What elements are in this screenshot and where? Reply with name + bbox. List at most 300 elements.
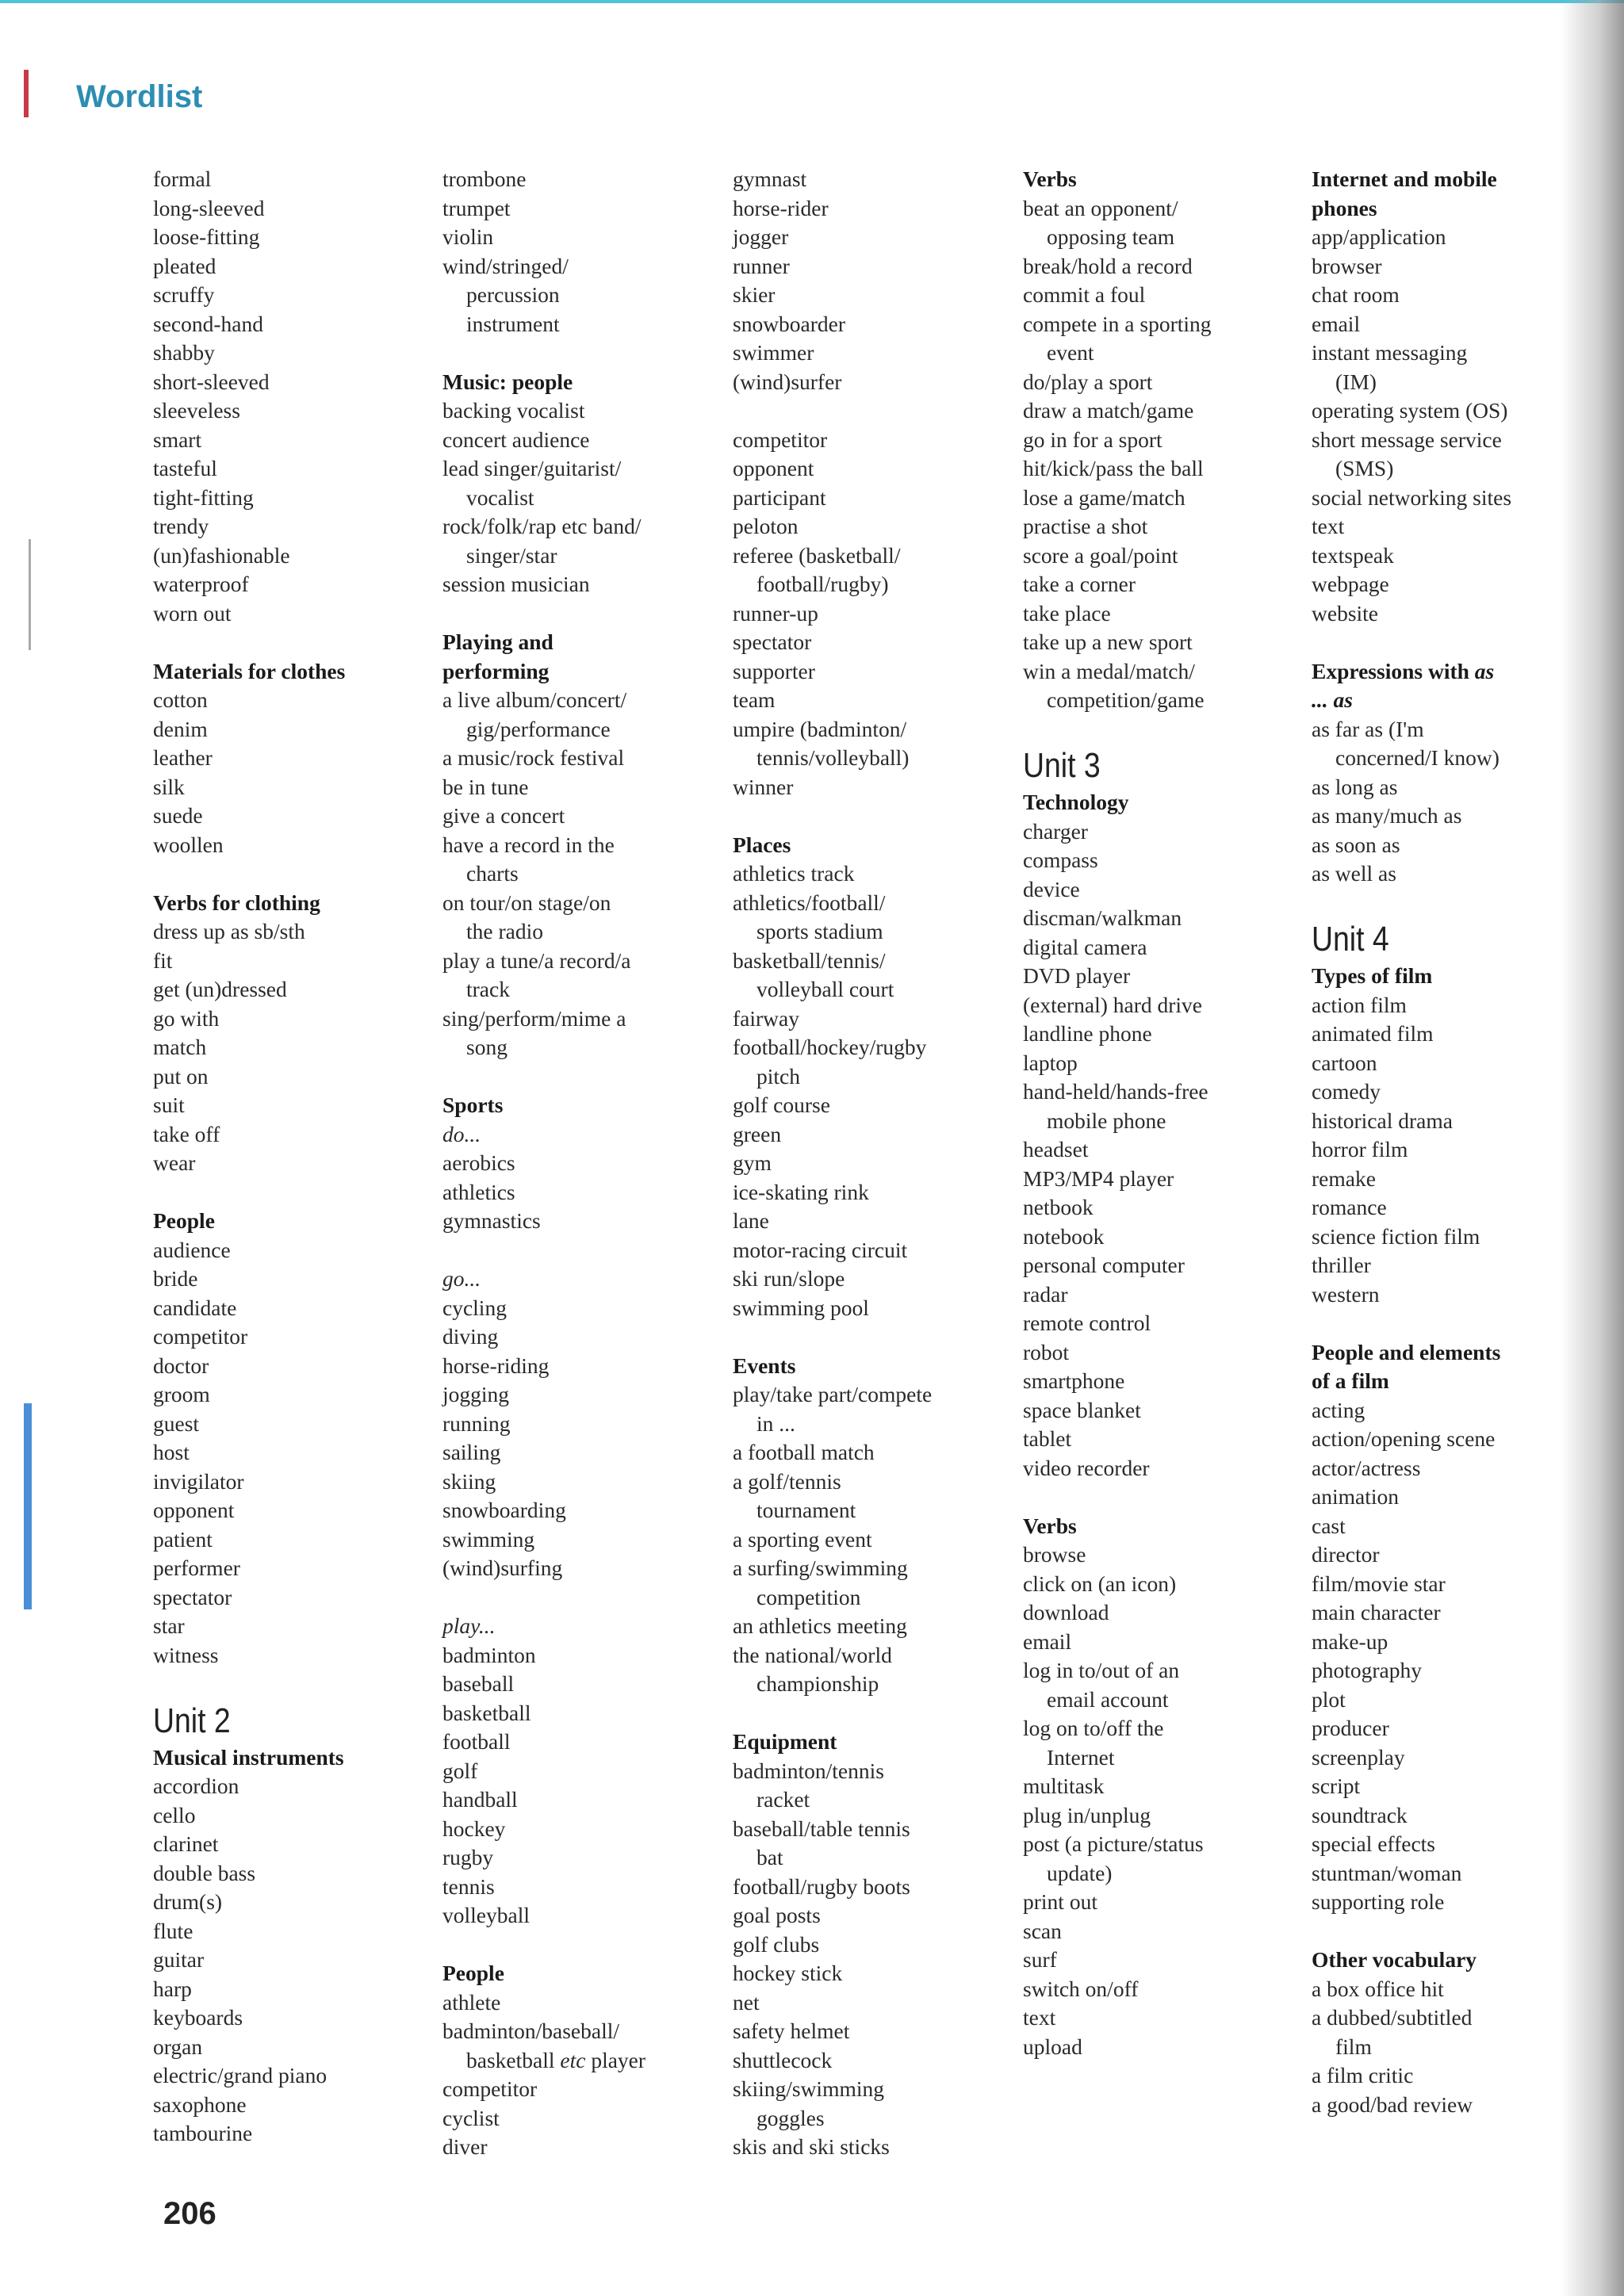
word: spectator: [733, 629, 812, 654]
word: western: [1312, 1281, 1380, 1307]
word: as well as: [1312, 861, 1396, 886]
section-heading: of a film: [1312, 1368, 1389, 1393]
word-continuation: track: [466, 977, 510, 1001]
word-continuation: vocalist: [466, 484, 534, 510]
word: a dubbed/subtitled: [1312, 2005, 1473, 2030]
entry-list: [442, 686, 712, 1062]
word: actor/actress: [1312, 1455, 1421, 1480]
word: baseball: [442, 1671, 515, 1696]
section-heading: Sports: [442, 1093, 504, 1117]
word: harp: [153, 1976, 192, 2001]
word: short-sleeved: [153, 369, 270, 394]
word: golf course: [733, 1093, 830, 1117]
word: competitor: [733, 427, 828, 452]
word: fit: [153, 947, 173, 973]
word: go in for a sport: [1023, 427, 1162, 452]
section-heading: People: [153, 1208, 215, 1233]
word: leather: [153, 745, 213, 770]
word: special effects: [1312, 1831, 1436, 1856]
word: compete in a sporting: [1023, 311, 1212, 336]
wordlist-section: [1312, 1946, 1565, 2119]
word: candidate: [153, 1295, 237, 1320]
word: on tour/on stage/on: [442, 890, 611, 915]
word: badminton/baseball/: [442, 2019, 620, 2043]
word: as far as (I'm: [1312, 716, 1424, 741]
word: green: [733, 1121, 782, 1146]
word-continuation: singer/star: [466, 542, 557, 568]
word: notebook: [1023, 1223, 1105, 1249]
word-continuation: championship: [756, 1671, 879, 1696]
section-heading: People and elements: [1312, 1339, 1501, 1364]
word: handball: [442, 1787, 518, 1812]
word: match: [153, 1035, 207, 1059]
word: umpire (badminton/: [733, 716, 907, 741]
margin-mark: [24, 70, 29, 117]
word-continuation: concerned/I know): [1335, 745, 1500, 770]
word: participant: [733, 484, 826, 510]
word: textspeak: [1312, 542, 1394, 568]
word: as soon as: [1312, 832, 1400, 857]
wordlist-section: [733, 165, 1002, 396]
word: cartoon: [1312, 1050, 1377, 1075]
wordlist-section: [442, 165, 712, 339]
word: laptop: [1023, 1050, 1078, 1075]
word: netbook: [1023, 1195, 1094, 1219]
word: a box office hit: [1312, 1976, 1444, 2001]
word: athletics: [442, 1179, 515, 1204]
word: tablet: [1023, 1426, 1072, 1451]
word: action film: [1312, 992, 1407, 1017]
word-continuation: pitch: [756, 1063, 800, 1089]
word: MP3/MP4 player: [1023, 1165, 1174, 1191]
word: doctor: [153, 1353, 209, 1378]
word-continuation: [442, 2046, 712, 2076]
word: concert audience: [442, 427, 590, 452]
word: have a record in the: [442, 832, 615, 857]
word-continuation: email account: [1047, 1686, 1169, 1712]
word: rock/folk/rap etc band/: [442, 514, 642, 538]
word: badminton/tennis: [733, 1758, 884, 1783]
word: DVD player: [1023, 963, 1131, 988]
word: host: [153, 1440, 190, 1464]
word: robot: [1023, 1339, 1070, 1364]
page-edge-shadow: [1561, 0, 1624, 2296]
word: keyboards: [153, 2005, 243, 2030]
word-continuation: the radio: [466, 919, 543, 943]
word: competitor: [442, 2076, 538, 2101]
word: main character: [1312, 1600, 1441, 1624]
word: upload: [1023, 2034, 1082, 2059]
word: animated film: [1312, 1021, 1434, 1046]
wordlist-section: [733, 831, 1002, 1323]
word: (external) hard drive: [1023, 992, 1202, 1017]
word: runner-up: [733, 600, 818, 626]
word: print out: [1023, 1889, 1097, 1914]
word: practise a shot: [1023, 514, 1148, 538]
word: text: [1312, 514, 1345, 538]
word: make-up: [1312, 1628, 1388, 1654]
entry-list: [733, 1380, 1002, 1699]
word: romance: [1312, 1195, 1387, 1219]
word: remote control: [1023, 1311, 1151, 1335]
wordlist-section: [1023, 165, 1293, 715]
word: a good/bad review: [1312, 2091, 1473, 2117]
word: a surfing/swimming: [733, 1556, 908, 1580]
word-continuation: competition: [756, 1584, 861, 1609]
section-heading: Other vocabulary: [1312, 1947, 1477, 1972]
subheading: do...: [442, 1121, 481, 1146]
word: beat an opponent/: [1023, 195, 1178, 220]
word: chat room: [1312, 282, 1400, 307]
word: do/play a sport: [1023, 369, 1153, 394]
word: script: [1312, 1774, 1361, 1798]
word: skiing: [442, 1468, 496, 1494]
word: athletics/football/: [733, 890, 886, 915]
entry-list: [1312, 223, 1565, 628]
word: radar: [1023, 1281, 1068, 1307]
word: shuttlecock: [733, 2047, 833, 2072]
word: cast: [1312, 1513, 1346, 1538]
word: post (a picture/status: [1023, 1831, 1204, 1856]
section-heading: Internet and mobile: [1312, 166, 1497, 191]
word: diver: [442, 2134, 488, 2159]
word-continuation: bat: [756, 1845, 783, 1869]
word: horse-rider: [733, 195, 829, 220]
word-continuation: song: [466, 1035, 508, 1059]
wordlist-section: [733, 1728, 1002, 2162]
top-rule: [0, 0, 1624, 3]
word: a sporting event: [733, 1526, 872, 1552]
word: diving: [442, 1324, 499, 1349]
word: plot: [1312, 1686, 1346, 1712]
word: app/application: [1312, 224, 1446, 249]
wordlist-column-5: [1312, 165, 1565, 2119]
word-continuation: in ...: [756, 1410, 795, 1436]
entry-list: [733, 859, 1002, 1322]
word-continuation: competition/game: [1047, 687, 1205, 712]
word: surf: [1023, 1947, 1057, 1972]
word: bride: [153, 1266, 198, 1291]
word: take a corner: [1023, 572, 1136, 596]
word: waterproof: [153, 572, 249, 596]
wordlist-section: [442, 368, 712, 599]
word: personal computer: [1023, 1253, 1185, 1277]
word-part: player: [585, 2047, 646, 2072]
word: website: [1312, 600, 1379, 626]
word: take off: [153, 1121, 220, 1146]
word-continuation: sports stadium: [756, 919, 883, 943]
unit-heading: Unit 2: [153, 1701, 231, 1740]
word-continuation: racket: [756, 1787, 810, 1812]
word-continuation: event: [1047, 340, 1094, 365]
wordlist-section: [153, 889, 423, 1178]
word-continuation: football/rugby): [756, 572, 889, 596]
word-continuation: opposing team: [1047, 224, 1175, 249]
section-heading: phones: [1312, 195, 1377, 220]
wordlist-section: [1312, 917, 1565, 1309]
word: hit/kick/pass the ball: [1023, 456, 1204, 480]
word: snowboarder: [733, 311, 846, 336]
word: witness: [153, 1642, 219, 1667]
word: photography: [1312, 1658, 1423, 1682]
word: headset: [1023, 1137, 1089, 1161]
word: snowboarding: [442, 1498, 566, 1522]
word: organ: [153, 2034, 203, 2059]
wordlist-column-1: [153, 165, 423, 2149]
section-heading: ... as: [1312, 687, 1353, 712]
word: loose-fitting: [153, 224, 260, 249]
section-heading: Places: [733, 832, 791, 857]
section-heading: Musical instruments: [153, 1744, 344, 1770]
word: aerobics: [442, 1150, 515, 1175]
word: trendy: [153, 514, 209, 538]
word: competitor: [153, 1324, 248, 1349]
word: download: [1023, 1600, 1109, 1624]
word: gym: [733, 1150, 772, 1175]
word: multitask: [1023, 1774, 1105, 1798]
word: patient: [153, 1526, 213, 1552]
word: opponent: [733, 456, 814, 480]
word-continuation: gig/performance: [466, 716, 611, 741]
word: film/movie star: [1312, 1571, 1446, 1596]
word: sing/perform/mime a: [442, 1005, 626, 1031]
word: star: [153, 1613, 185, 1638]
word: (un)fashionable: [153, 542, 290, 568]
word: gymnastics: [442, 1208, 541, 1233]
entry-list: [1023, 1540, 1293, 2061]
word-continuation: film: [1335, 2034, 1372, 2059]
word-continuation: (SMS): [1335, 456, 1394, 480]
word: football/hockey/rugby: [733, 1035, 927, 1059]
wordlist-column-2: [442, 165, 712, 2162]
section-heading: Technology: [1023, 790, 1129, 814]
word: supporter: [733, 658, 815, 683]
section-heading: Events: [733, 1353, 796, 1378]
word: guitar: [153, 1947, 205, 1972]
word: runner: [733, 253, 790, 278]
word: landline phone: [1023, 1021, 1152, 1046]
section-heading: People: [442, 1961, 504, 1985]
wordlist-section: [153, 1207, 423, 1670]
word: give a concert: [442, 803, 565, 828]
word: a football match: [733, 1440, 875, 1464]
word: basketball: [442, 1700, 531, 1725]
word: scan: [1023, 1918, 1062, 1943]
word: social networking sites: [1312, 484, 1512, 510]
word: win a medal/match/: [1023, 658, 1195, 683]
word: scruffy: [153, 282, 215, 307]
word-part: basketball: [466, 2047, 561, 2072]
word: digital camera: [1023, 934, 1147, 959]
word: trombone: [442, 166, 527, 191]
word: skis and ski sticks: [733, 2134, 890, 2159]
wordlist-section: [1312, 1338, 1565, 1917]
word: an athletics meeting: [733, 1613, 907, 1638]
wordlist-section: [1312, 657, 1565, 889]
word: wear: [153, 1150, 196, 1175]
wordlist-section: [442, 1959, 712, 2162]
margin-tab: [24, 1403, 32, 1609]
wordlist-column-4: [1023, 165, 1293, 2061]
heading-part: Expressions with: [1312, 658, 1475, 683]
word: denim: [153, 716, 208, 741]
word-continuation: tournament: [756, 1498, 856, 1522]
word: session musician: [442, 572, 590, 596]
subheading: play...: [442, 1613, 496, 1638]
word: rugby: [442, 1845, 494, 1869]
word: cyclist: [442, 2105, 500, 2130]
word: trumpet: [442, 195, 511, 220]
word: gymnast: [733, 166, 807, 191]
word-continuation: volleyball court: [756, 977, 894, 1001]
word: horror film: [1312, 1137, 1408, 1161]
word: the national/world: [733, 1642, 892, 1667]
word: electric/grand piano: [153, 2063, 327, 2087]
word: pleated: [153, 253, 216, 278]
word: opponent: [153, 1498, 235, 1522]
word: be in tune: [442, 774, 529, 799]
word: cycling: [442, 1295, 507, 1320]
word: ice-skating rink: [733, 1179, 869, 1204]
word: jogger: [733, 224, 789, 249]
wordlist-section: [153, 657, 423, 860]
word: lead singer/guitarist/: [442, 456, 622, 480]
word: formal: [153, 166, 212, 191]
word: short message service: [1312, 427, 1502, 452]
section-heading: Materials for clothes: [153, 658, 346, 683]
word: shabby: [153, 340, 215, 365]
entry-list: [1312, 991, 1565, 1310]
word: tambourine: [153, 2121, 253, 2145]
word: a music/rock festival: [442, 745, 625, 770]
word: skiing/swimming: [733, 2076, 884, 2101]
word: football/rugby boots: [733, 1873, 910, 1899]
word: woollen: [153, 832, 224, 857]
word: suede: [153, 803, 203, 828]
word: ski run/slope: [733, 1266, 845, 1291]
word: lane: [733, 1208, 769, 1233]
word: winner: [733, 774, 794, 799]
entry-list: [733, 1757, 1002, 2162]
word: motor-racing circuit: [733, 1237, 908, 1262]
word: dress up as sb/sth: [153, 919, 305, 943]
word: performer: [153, 1556, 240, 1580]
word: operating system (OS): [1312, 398, 1508, 423]
section-heading: Equipment: [733, 1729, 837, 1754]
word: score a goal/point: [1023, 542, 1178, 568]
word: double bass: [153, 1860, 256, 1885]
word: acting: [1312, 1397, 1365, 1422]
section-heading: Music: people: [442, 369, 573, 394]
word-continuation: percussion: [466, 282, 560, 307]
word: a golf/tennis: [733, 1468, 841, 1494]
word: flute: [153, 1918, 193, 1943]
section-heading: Playing and: [442, 629, 553, 654]
word: click on (an icon): [1023, 1571, 1177, 1596]
word: compass: [1023, 848, 1098, 872]
word: discman/walkman: [1023, 905, 1182, 930]
page-title: Wordlist: [76, 79, 203, 114]
word: browser: [1312, 253, 1382, 278]
word: hockey stick: [733, 1961, 843, 1985]
word: (wind)surfer: [733, 369, 842, 394]
word: baseball/table tennis: [733, 1816, 910, 1841]
word: science fiction film: [1312, 1223, 1480, 1249]
word: fairway: [733, 1005, 799, 1031]
wordlist-section: [733, 426, 1002, 802]
word: long-sleeved: [153, 195, 265, 220]
word: running: [442, 1410, 511, 1436]
word: remake: [1312, 1165, 1376, 1191]
word: take place: [1023, 600, 1111, 626]
word: golf: [442, 1758, 478, 1783]
word: lose a game/match: [1023, 484, 1185, 510]
entry-list: [1023, 194, 1293, 715]
word: skier: [733, 282, 776, 307]
word: a live album/concert/: [442, 687, 627, 712]
word: thriller: [1312, 1253, 1371, 1277]
word: go with: [153, 1005, 220, 1031]
word: safety helmet: [733, 2019, 850, 2043]
word: swimming pool: [733, 1295, 869, 1320]
word: get (un)dressed: [153, 977, 287, 1001]
word-part-italic: etc: [560, 2047, 586, 2072]
word: accordion: [153, 1774, 239, 1798]
word: football: [442, 1729, 511, 1754]
section-heading: Types of film: [1312, 963, 1433, 988]
entry-list: [1312, 1975, 1565, 2120]
word: webpage: [1312, 572, 1389, 596]
word: backing vocalist: [442, 398, 585, 423]
word: text: [1023, 2005, 1056, 2030]
word: director: [1312, 1542, 1380, 1567]
word: soundtrack: [1312, 1802, 1408, 1827]
word: log in to/out of an: [1023, 1658, 1180, 1682]
section-heading: Verbs: [1023, 166, 1077, 191]
margin-mark: [29, 539, 31, 650]
word: worn out: [153, 600, 232, 626]
word: referee (basketball/: [733, 542, 901, 568]
word: golf clubs: [733, 1931, 820, 1957]
word-continuation: mobile phone: [1047, 1108, 1166, 1133]
word: hand-held/hands-free: [1023, 1079, 1208, 1104]
word-continuation: tennis/volleyball): [756, 745, 910, 770]
word: clarinet: [153, 1831, 219, 1856]
word: violin: [442, 224, 494, 249]
word: plug in/unplug: [1023, 1802, 1151, 1827]
wordlist-section: [153, 1699, 423, 2149]
word: action/opening scene: [1312, 1426, 1496, 1451]
word: peloton: [733, 514, 799, 538]
word: athlete: [442, 1989, 501, 2015]
word: wind/stringed/: [442, 253, 569, 278]
word: play a tune/a record/a: [442, 947, 631, 973]
word: hockey: [442, 1816, 506, 1841]
word: charger: [1023, 818, 1088, 844]
entry-list: [1312, 715, 1565, 889]
word: animation: [1312, 1484, 1399, 1509]
word: producer: [1312, 1716, 1389, 1740]
word: cello: [153, 1802, 196, 1827]
word: comedy: [1312, 1079, 1381, 1104]
word: team: [733, 687, 776, 712]
wordlist-section: [1023, 1512, 1293, 2062]
wordlist-section: [153, 165, 423, 628]
word: swimming: [442, 1526, 535, 1552]
word-continuation: Internet: [1047, 1744, 1115, 1770]
word: basketball/tennis/: [733, 947, 886, 973]
word: as long as: [1312, 774, 1398, 799]
